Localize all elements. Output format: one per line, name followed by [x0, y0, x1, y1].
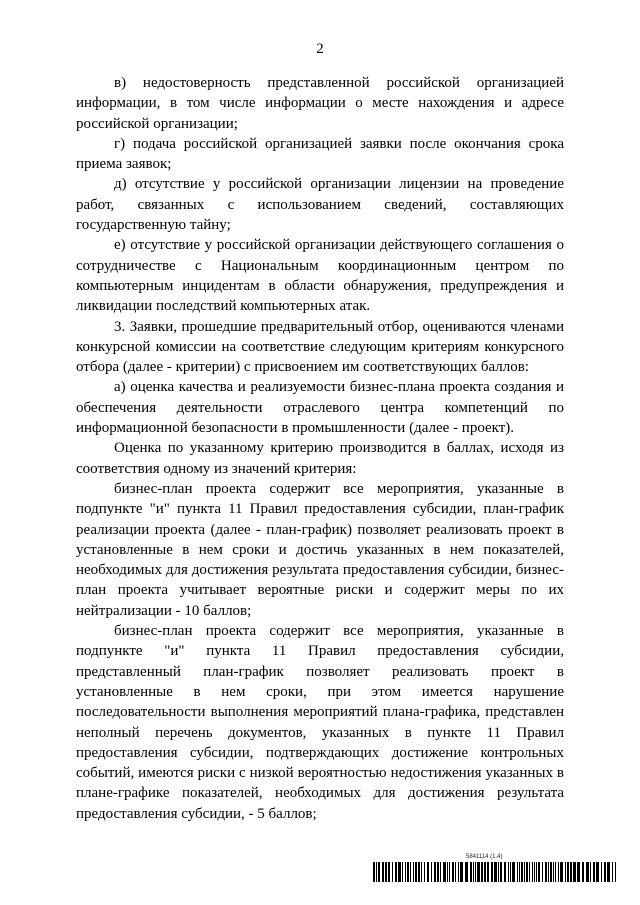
paragraph-item-d: д) отсутствие у российской организации лицензии на проведение работ, связанных с использованием сведений, составляющих государственную тайну; [76, 176, 564, 234]
paragraph-scoring-intro: Оценка по указанному критерию производится в баллах, исходя из соответствия одному из значений критерия: [76, 440, 564, 477]
paragraph-item-v: в) недостоверность представленной российской организацией информации, в том числе информации о месте нахождения и адресе российской организации; [76, 75, 564, 132]
paragraph-score-5: бизнес-план проекта содержит все мероприятия, указанные в подпункте "и" пункта 11 Правил предоставления субсидии, представленный план-график позволяет реализовать проект в установленные в нем сроки, при этом имеется нарушение последовательности выполнения мероприятий плана-графика, представлен неполный перечень документов, указанных в пункте 11 Правил предоставления субсидии, подтверждающих достижение контрольных событий, имеются риски с низкой вероятностью недостижения указанных в плане-графике показателей, необходимых для достижения результата предоставления субсидии, - 5 баллов; [76, 623, 564, 822]
paragraph-item-g: г) подача российской организацией заявки после окончания срока приема заявок; [76, 135, 564, 173]
paragraph-score-10: бизнес-план проекта содержит все мероприятия, указанные в подпункте "и" пункта 11 Правил предоставления субсидии, план-график реализации проекта (далее - план-график) позволяет реализовать проект в установленные в нем сроки и достичь указанных в нем показателей, необходимых для достижения результата предоставления субсидии, бизнес-план проекта учитывает вероятные риски и содержит меры по их нейтрализации - 10 баллов; [76, 480, 564, 619]
document-body [76, 73, 564, 824]
paragraph-criterion-a: а) оценка качества и реализуемости бизнес-плана проекта создания и обеспечения деятельности отраслевого центра компетенций по информационной безопасности в промышленности (далее - проект). [76, 379, 564, 437]
page-number: 2 [316, 41, 324, 57]
paragraph-clause-3: 3. Заявки, прошедшие предварительный отбор, оцениваются членами конкурсной комиссии на соответствие следующим критериям конкурсного отбора (далее - критерии) с присвоением им соответствующих баллов: [76, 318, 564, 376]
barcode [373, 862, 619, 882]
paragraph-item-e: е) отсутствие у российской организации действующего соглашения о сотрудничестве с Национальным координационным центром по компьютерным инцидентам в области обнаружения, предупреждения и ликвидации последствий компьютерных атак. [76, 237, 564, 315]
document-code: 5841114 (1.4) [466, 854, 503, 860]
